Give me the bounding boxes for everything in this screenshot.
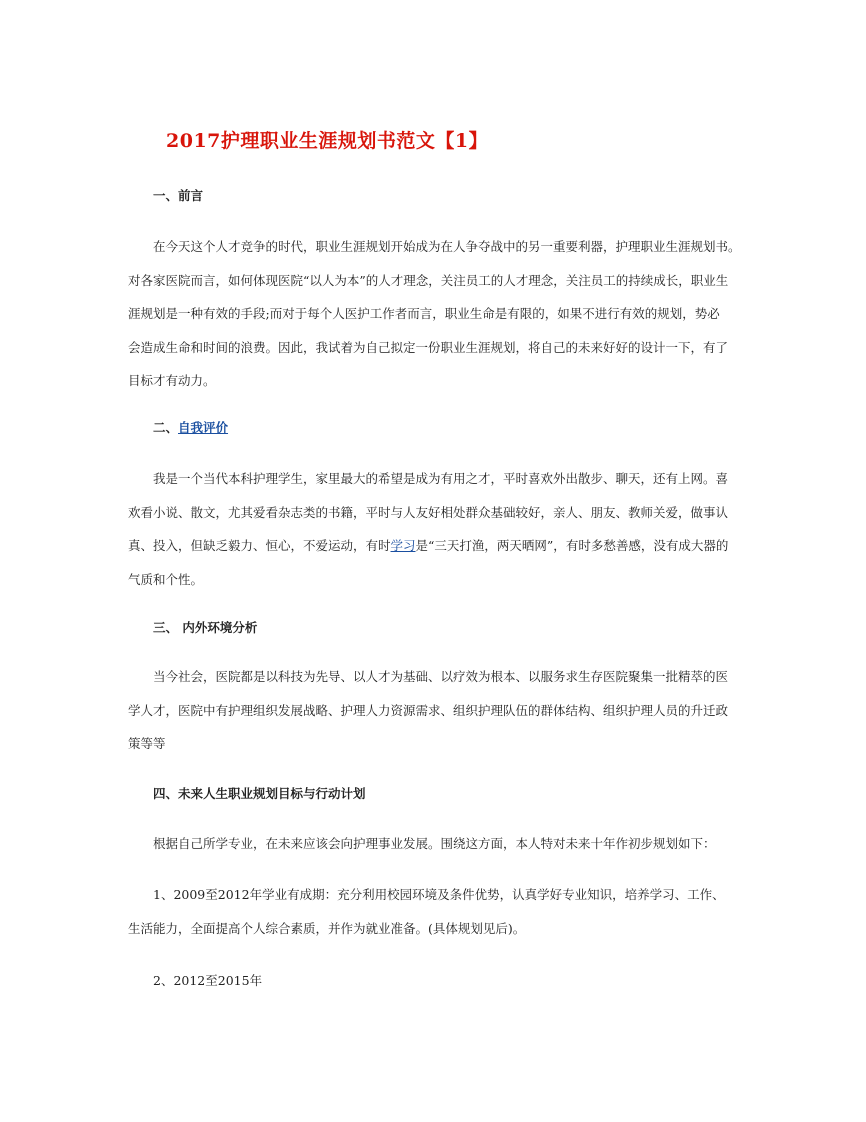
study-link[interactable]: 学习 bbox=[390, 538, 416, 553]
paragraph-line bbox=[128, 529, 748, 563]
plan-item-1 bbox=[128, 878, 748, 945]
section-intro-career-plan bbox=[128, 827, 748, 861]
paragraph-line: 会造成生命和时间的浪费。因此，我试着为自己拟定一份职业生涯规划，将自己的未来好好的设计一下，有了 bbox=[128, 339, 729, 355]
paragraph-line: 对各家医院而言，如何体现医院“以人为本”的人才理念，关注员工的人才理念，关注员工的持续成长，职业生 bbox=[128, 272, 729, 288]
paragraph-line: 涯规划是一种有效的手段;而对于每个人医护工作者而言，职业生命是有限的，如果不进行有效的规划，势必 bbox=[128, 306, 720, 321]
paragraph-line: 根据自己所学专业，在未来应该会向护理事业发展。围绕这方面，本人特对未来十年作初步规划如下： bbox=[153, 836, 716, 851]
paragraph-line: 目标才有动力。 bbox=[128, 373, 216, 388]
section-heading-self-evaluation bbox=[153, 418, 228, 436]
plan-item-2 bbox=[128, 964, 748, 998]
section-body-environment-analysis bbox=[128, 660, 748, 761]
self-evaluation-link[interactable]: 自我评价 bbox=[178, 420, 229, 435]
document-title: 2017护理职业生涯规划书范文【1】 bbox=[166, 130, 489, 152]
section-heading-career-plan: 四、未来人生职业规划目标与行动计划 bbox=[153, 786, 366, 801]
line-text: 真、投入，但缺乏毅力、恒心，不爱运动，有时 bbox=[128, 538, 391, 553]
paragraph-line: 学人才，医院中有护理组织发展战略、护理人力资源需求、组织护理队伍的群体结构、组织护理人员的升迁政 bbox=[128, 702, 729, 718]
section-body-preface bbox=[128, 230, 748, 398]
heading-prefix: 二、 bbox=[153, 420, 179, 435]
line-text: 是“三天打渔，两天晒网”，有时多愁善感，没有成大器的 bbox=[415, 538, 729, 553]
paragraph-line: 在今天这个人才竞争的时代，职业生涯规划开始成为在人争夺战中的另一重要利器，护理职业生涯规划书。 bbox=[153, 239, 741, 254]
section-body-self-evaluation bbox=[128, 462, 748, 596]
section-heading-preface: 一、前言 bbox=[153, 188, 204, 203]
paragraph-line: 气质和个性。 bbox=[128, 571, 204, 587]
paragraph-line: 当今社会，医院都是以科技为先导、以人才为基础、以疗效为根本、以服务求生存医院聚集一批精萃的医 bbox=[153, 669, 729, 684]
paragraph-line: 策等等 bbox=[128, 736, 166, 751]
section-heading-environment-analysis: 三、 内外环境分析 bbox=[153, 620, 258, 635]
paragraph-line: 我是一个当代本科护理学生，家里最大的希望是成为有用之才，平时喜欢外出散步、聊天，还有上网。喜 bbox=[153, 471, 729, 486]
paragraph-line: 生活能力，全面提高个人综合素质，并作为就业准备。(具体规划见后)。 bbox=[128, 920, 526, 936]
paragraph-line: 2、2012至2015年 bbox=[153, 973, 263, 988]
paragraph-line: 欢看小说、散文，尤其爱看杂志类的书籍，平时与人友好相处群众基础较好，亲人、朋友、教师关爱，做事认 bbox=[128, 504, 729, 520]
paragraph-line: 1、2009至2012年学业有成期：充分利用校园环境及条件优势，认真学好专业知识，培养学习、工作、 bbox=[153, 887, 725, 902]
